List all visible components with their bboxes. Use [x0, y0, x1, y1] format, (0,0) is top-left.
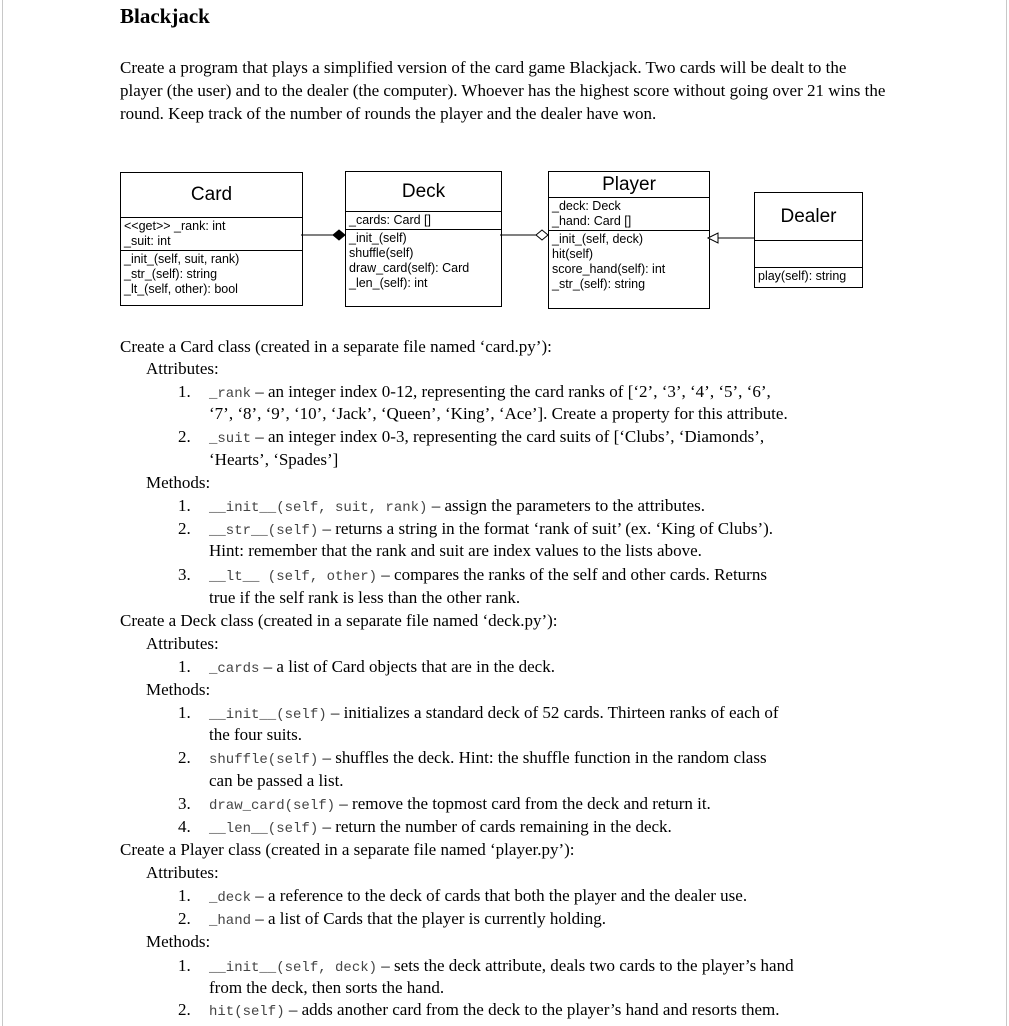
- uml-player-method: hit(self): [552, 247, 593, 261]
- uml-player-attr: _hand: Card []: [552, 214, 632, 228]
- code-player-init: __init__(self, deck): [209, 960, 378, 976]
- code-deck-init: __init__(self): [209, 707, 327, 723]
- deck-attr-cards: [209, 656, 555, 680]
- list-number: 1.: [178, 657, 191, 676]
- deck-method-init: [209, 702, 779, 726]
- intro-paragraph: Create a program that plays a simplified version of the card game Blackjack. Two cards will be dealt to the player (the user) and to the dealer (the computer). Whoever has the highest score without going over 21 wins the round. Keep track of the number of rounds the player and the dealer have won.: [120, 58, 886, 123]
- card-method-lt-text: – compares the ranks of the self and other cards. Returns: [377, 565, 767, 584]
- uml-player-attr: _deck: Deck: [552, 199, 621, 213]
- player-attr-deck: [209, 885, 747, 909]
- card-method-init: [209, 495, 705, 519]
- card-attr-rank: [209, 381, 771, 405]
- list-number: 4.: [178, 817, 191, 836]
- code-shuffle: shuffle(self): [209, 752, 319, 768]
- uml-deck-method: _init_(self): [349, 231, 407, 245]
- player-attributes-label: Attributes:: [146, 863, 219, 882]
- card-attributes-label: Attributes:: [146, 359, 219, 378]
- uml-deck-method: draw_card(self): Card: [349, 261, 470, 275]
- uml-deck-method: _len_(self): int: [349, 276, 428, 290]
- code-hit: hit(self): [209, 1004, 285, 1020]
- code-str: __str__(self): [209, 523, 319, 539]
- deck-method-shuffle-cont: can be passed a list.: [209, 771, 344, 790]
- deck-section-heading: Create a Deck class (created in a separate file named ‘deck.py’):: [120, 611, 558, 630]
- code-suit: _suit: [209, 431, 252, 447]
- card-method-init-text: – assign the parameters to the attributes.: [427, 496, 706, 515]
- player-method-init-text: – sets the deck attribute, deals two cards to the player’s hand: [377, 956, 794, 975]
- deck-method-init-cont: the four suits.: [209, 725, 303, 744]
- card-attr-rank-cont: ‘7’, ‘8’, ‘9’, ‘10’, ‘Jack’, ‘Queen’, ‘King’, ‘Ace’]. Create a property for this attribute.: [209, 404, 788, 423]
- player-method-hit: [209, 999, 780, 1023]
- list-number: 2.: [178, 427, 191, 446]
- list-number: 2.: [178, 519, 191, 538]
- list-number: 1.: [178, 496, 191, 515]
- deck-attributes-label: Attributes:: [146, 634, 219, 653]
- uml-card-method: _str_(self): string: [124, 267, 218, 281]
- uml-dealer-method: play(self): string: [758, 269, 847, 283]
- list-number: 1.: [178, 886, 191, 905]
- deck-method-len: [209, 816, 672, 840]
- code-init: __init__(self, suit, rank): [209, 500, 428, 516]
- uml-card-name: Card: [121, 173, 302, 218]
- card-attr-suit: [209, 426, 764, 450]
- list-number: 1.: [178, 382, 191, 401]
- player-attr-hand-text: – a list of Cards that the player is currently holding.: [251, 909, 607, 928]
- code-draw: draw_card(self): [209, 798, 336, 814]
- list-number: 2.: [178, 748, 191, 767]
- deck-method-draw-text: – remove the topmost card from the deck and return it.: [335, 794, 711, 813]
- card-method-lt: [209, 564, 767, 588]
- uml-deck-name: Deck: [346, 172, 501, 212]
- list-number: 2.: [178, 1000, 191, 1019]
- uml-card-method: _init_(self, suit, rank): [124, 252, 240, 266]
- uml-deck-attr: _cards: Card []: [349, 213, 431, 227]
- code-rank: _rank: [209, 386, 252, 402]
- code-deck: _deck: [209, 890, 252, 906]
- page-title: Blackjack: [120, 4, 210, 28]
- player-method-init-cont: from the deck, then sorts the hand.: [209, 978, 445, 997]
- list-number: 3.: [178, 565, 191, 584]
- uml-player-method: _init_(self, deck): [552, 232, 644, 246]
- inheritance-arrow-icon: [708, 233, 718, 243]
- code-lt: __lt__ (self, other): [209, 569, 378, 585]
- card-method-str-text: – returns a string in the format ‘rank of suit’ (ex. ‘King of Clubs’).: [318, 519, 774, 538]
- list-number: 1.: [178, 956, 191, 975]
- deck-method-len-text: – return the number of cards remaining in the deck.: [318, 817, 672, 836]
- deck-method-shuffle: [209, 747, 767, 771]
- uml-card-method: _lt_(self, other): bool: [124, 282, 238, 296]
- deck-method-draw: [209, 793, 711, 817]
- uml-dealer-name: Dealer: [755, 193, 862, 241]
- composition-diamond-icon: [333, 230, 345, 240]
- deck-attr-cards-text: – a list of Card objects that are in the deck.: [259, 657, 555, 676]
- uml-player-method: _str_(self): string: [552, 277, 646, 291]
- uml-relationships: [0, 0, 1009, 330]
- player-methods-label: Methods:: [146, 932, 211, 951]
- list-number: 1.: [178, 703, 191, 722]
- deck-method-shuffle-text: – shuffles the deck. Hint: the shuffle function in the random class: [318, 748, 767, 767]
- uml-deck-method: shuffle(self): [349, 246, 414, 260]
- card-method-lt-cont: true if the self rank is less than the other rank.: [209, 588, 521, 607]
- player-section-heading: Create a Player class (created in a separate file named ‘player.py’):: [120, 840, 575, 859]
- code-hand: _hand: [209, 913, 252, 929]
- card-attr-suit-cont: ‘Hearts’, ‘Spades’]: [209, 450, 339, 469]
- card-section-heading: Create a Card class (created in a separate file named ‘card.py’):: [120, 337, 552, 356]
- deck-methods-label: Methods:: [146, 680, 211, 699]
- deck-method-init-text: – initializes a standard deck of 52 cards. Thirteen ranks of each of: [326, 703, 779, 722]
- code-len: __len__(self): [209, 821, 319, 837]
- player-attr-hand: [209, 908, 606, 932]
- player-method-init: [209, 955, 794, 979]
- uml-card-attr: <<get>> _rank: int: [124, 219, 226, 233]
- list-number: 3.: [178, 794, 191, 813]
- uml-card-attr: _suit: int: [124, 234, 171, 248]
- card-attr-suit-text: – an integer index 0-3, representing the card suits of [‘Clubs’, ‘Diamonds’,: [251, 427, 765, 446]
- player-method-hit-text: – adds another card from the deck to the player’s hand and resorts them.: [284, 1000, 780, 1019]
- aggregation-diamond-icon: [536, 230, 548, 240]
- uml-player-method: score_hand(self): int: [552, 262, 666, 276]
- player-attr-deck-text: – a reference to the deck of cards that both the player and the dealer use.: [251, 886, 748, 905]
- card-methods-label: Methods:: [146, 473, 211, 492]
- list-number: 2.: [178, 909, 191, 928]
- uml-player-name: Player: [549, 172, 709, 198]
- card-method-str-hint: Hint: remember that the rank and suit are index values to the lists above.: [209, 541, 702, 560]
- code-cards: _cards: [209, 661, 260, 677]
- card-method-str: [209, 518, 773, 542]
- card-attr-rank-text: – an integer index 0-12, representing the card ranks of [‘2’, ‘3’, ‘4’, ‘5’, ‘6’,: [251, 382, 771, 401]
